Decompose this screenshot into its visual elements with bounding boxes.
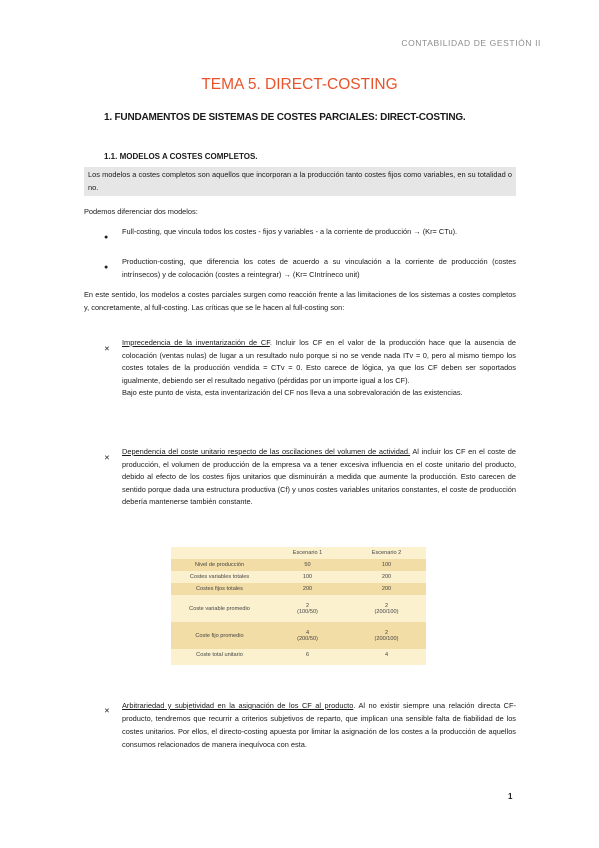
table-row [171,571,426,583]
table-cell-label: Nivel de producción [194,562,245,568]
table-cell: 50 [304,562,311,568]
table-cell-value: 2 [305,602,310,609]
table-cell-value: 2 [384,602,389,609]
model-item-production-costing: Production-costing, que diferencia los cotes de acuerdo a su vinculación a la corriente de producción (costes intrínsecos) y de colocación (costes a reintegrar) → (Kr= CIntríneco unit) [122,257,516,279]
table-cell-label: Costes variables totales [189,574,250,580]
table-cell-label: Coste fijo promedio [195,632,244,639]
critique-text: Al incluir los CF en el coste de producción, el volumen de producción de la empresa va a tener excesiva influencia en el coste unitario del producto, debido al efecto de los costes fijos unitarios que disminuirán a medida que aumente la producción. Esto carecen de sentido porque dada una estructura productiva (Cf) y unos costes variables unitarios constantes, el coste de producción debería mantenerse también constante. [122,447,516,507]
cost-table-container [171,547,426,665]
critique-arbitrariness [122,699,516,751]
table-cell-value: 2 [384,629,389,636]
table-cell [268,595,347,622]
critique-extra: Bajo este punto de vista, esta inventarización del CF nos lleva a una sobrevaloración de las existencias. [122,388,463,398]
subsection-heading: 1.1. MODELOS A COSTES COMPLETOS. [104,152,258,161]
table-cell-value: 4 [305,629,310,636]
critique-inventory [122,337,516,400]
cost-table [171,547,426,661]
table-row [171,595,426,622]
cross-bullet-icon: ✕ [104,346,110,353]
table-cell [347,622,426,649]
table-cell: 100 [381,562,392,568]
critique-heading: Imprecedencia de la inventarización de CF [122,338,270,347]
model-item-full-costing: Full-costing, que vincula todos los costes - fijos y variables - a la corriente de producción → (Kr= CTu). [122,227,458,236]
table-cell [268,622,347,649]
page-title: TEMA 5. DIRECT-COSTING [201,76,398,93]
cross-bullet-icon: ✕ [104,708,110,715]
highlight-definition: Los modelos a costes completos son aquellos que incorporan a la producción tanto costes fijos como variables, en su totalidad o no. [84,167,516,196]
bullet-dot-icon: ● [104,264,109,271]
table-header-row [171,547,426,559]
section-heading: 1. FUNDAMENTOS DE SISTEMAS DE COSTES PARCIALES: DIRECT-COSTING. [104,112,466,123]
table-header-cell [171,547,268,559]
table-cell-label: Coste variable promedio [189,605,250,612]
table-row [171,622,426,649]
table-cell-formula: (200/50) [297,635,318,642]
intro-text: Podemos diferenciar dos modelos: [84,207,198,216]
critiques-intro: En este sentido, los modelos a costes parciales surgen como reacción frente a las limitaciones de los sistemas a costes completos y, concretamente, al full-costing. Las críticas que se le hacen al full-costing son: [84,290,516,312]
critique-heading: Arbitrariedad y subjetividad en la asignación de los CF al producto [122,701,354,710]
table-cell: 200 [381,586,392,592]
cross-bullet-icon: ✕ [104,455,110,462]
table-row [171,583,426,595]
table-cell-formula: (200/100) [374,608,399,615]
critique-text: . Incluir los CF en el valor de la producción hace que la ausencia de colocación (ventas nulas) de lugar a un resultado nulo porque si no se vende nada ITv = 0, pero al mismo tiempo los costes totales de la producción vendida = CTv = 0. Esto carece de lógica, ya que los CF deben ser soportados igualmente, debiendo ser el resultado negativo (pérdidas por un importe igual a los CF). [122,338,516,385]
table-cell: 200 [381,574,392,580]
critique-unit-cost [122,446,516,509]
table-header-cell: Escenario 2 [371,550,402,556]
page-number: 1 [508,792,513,801]
bullet-dot-icon: ● [104,234,109,241]
table-cell: 6 [305,652,310,658]
table-cell-formula: (100/50) [297,608,318,615]
table-cell: 4 [384,652,389,658]
table-cell-label: Costes fijos totales [196,586,243,592]
critique-heading: Dependencia del coste unitario respecto de las oscilaciones del volumen de actividad. [122,447,411,456]
table-cell [347,595,426,622]
table-row [171,649,426,661]
table-cell: 200 [302,586,313,592]
table-cell-formula: (200/100) [374,635,399,642]
document-header: CONTABILIDAD DE GESTIÓN II [401,38,541,48]
table-row [171,559,426,571]
table-header-cell: Escenario 1 [292,550,323,556]
table-cell-label: Coste total unitario [196,652,243,658]
table-cell: 100 [302,574,313,580]
critique-text: . Al no existir siempre una relación directa CF-producto, tendremos que recurrir a criterios subjetivos de reparto, que implican una sensible falta de fiabilidad de los costes unitarios. Por ellos, el directo-costing apuesta por limitar la asignación de los costes a la producción de aquellos consumos relacionados de manera inequívoca con esta. [122,701,516,749]
